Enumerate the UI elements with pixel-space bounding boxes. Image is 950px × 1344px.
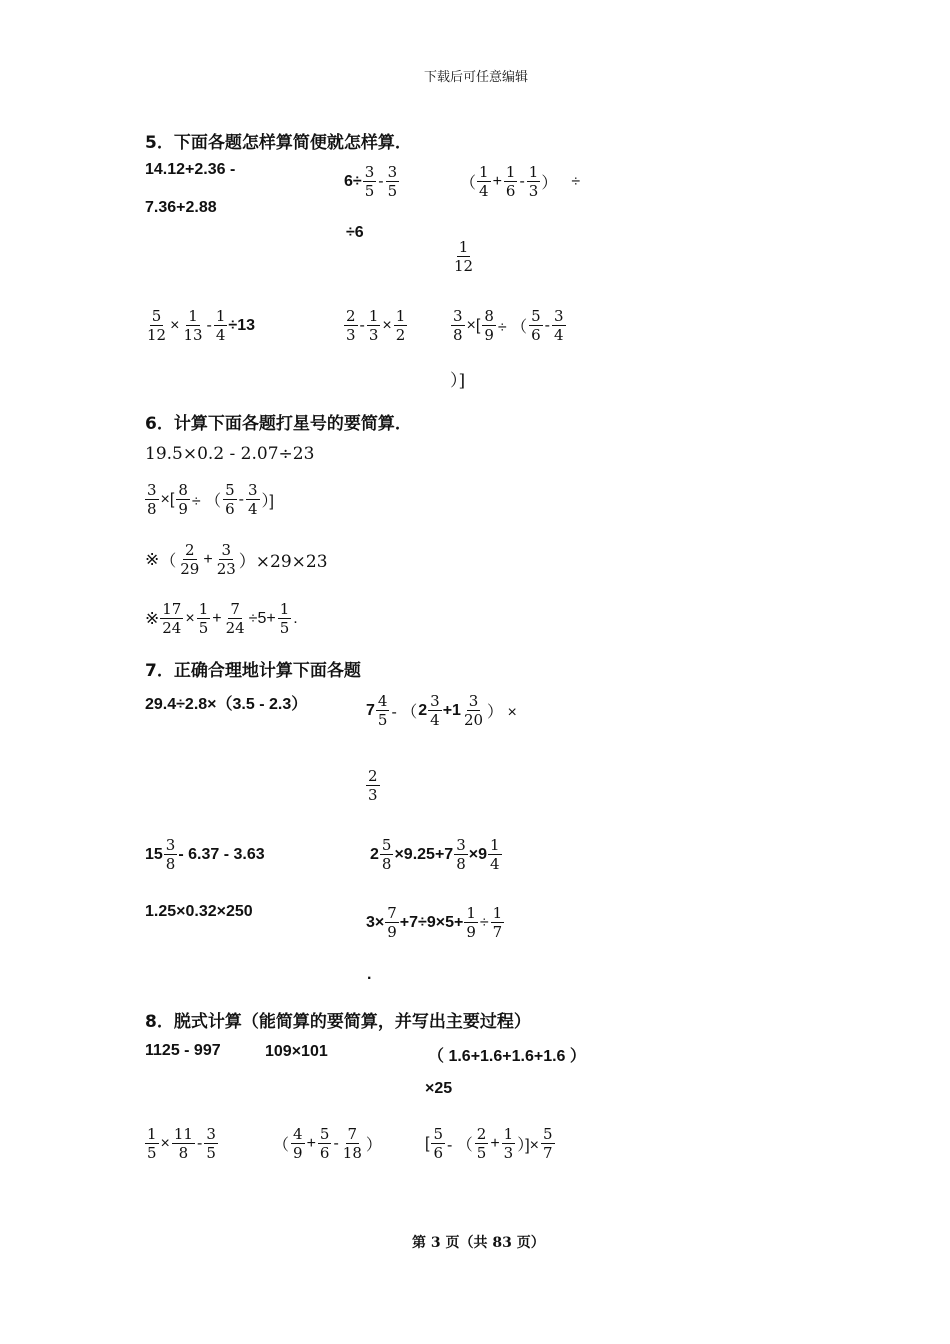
page-header: 下载后可任意编辑: [424, 70, 529, 85]
s8-problem-3: （ 1.6+1.6+1.6+1.6 ）: [428, 1048, 586, 1065]
section-8-title: 8．脱式计算（能简算的要简算，并写出主要过程）: [145, 1012, 531, 1032]
s8-problem-3-factor: ×25: [425, 1080, 453, 1097]
s7-problem-3: 15 3 8 - 6.37 - 3.63: [145, 836, 265, 873]
s5-problem-6: $\frac{3}{8}$ ×[ $\frac{8}{9}$ ÷ （ 5 6 - 3 4: [453, 307, 564, 344]
s7-problem-4: 2 $\frac{5}{8}$ ×9.25+7 $\frac{3}{8}$ ×9 1 4: [370, 836, 500, 873]
s6-problem-1: 19.5×0.2 - 2.07÷23: [145, 444, 315, 464]
section-6-title: 6．计算下面各题打星号的要简算．: [145, 414, 412, 434]
s5-problem-1-line1: 14.12+2.36 -: [145, 161, 236, 178]
s7-problem-2: 7 4 5 - （ 2 3 4 +1 3 20 ） ×: [366, 692, 517, 729]
s7-problem-3-tail: - 6.37 - 3.63: [178, 845, 265, 863]
paren-close: ）: [541, 175, 558, 192]
section-7-title: 7．正确合理地计算下面各题: [145, 661, 361, 681]
s8-problem-1: 1125 - 997: [145, 1042, 221, 1059]
s8-problem-4: $\frac{1}{5}$ × $\frac{11}{8}$ - 3 5: [147, 1125, 216, 1162]
s8-problem-5: （ 4 9 + $\frac{5}{6}$ - 7 18 ）: [273, 1125, 382, 1162]
s6-problem-3-tail: ）×29×23: [238, 552, 328, 572]
s6-problem-3: ※ （ 2 29 + $\frac{3}{23}$ ）×29×23: [145, 541, 328, 578]
star-mark: ※: [145, 608, 160, 629]
s5-problem-5: 2 3 - $\frac{1}{3}$ × $\frac{1}{2}$: [346, 307, 406, 344]
s8-problem-2: 109×101: [265, 1043, 328, 1060]
s5-problem-1-line2: 7.36+2.88: [145, 199, 217, 216]
s5-problem-4-tail: ÷13: [228, 316, 255, 334]
s7-problem-6: 3× $\frac{7}{9}$ +7÷9×5+ $\frac{1}{9}$ ÷ $\frac{1}{7}$: [366, 904, 503, 941]
s6-problem-2: $\frac{3}{8}$ ×[ $\frac{8}{9}$ ÷ （ 5 6 - 3 4 ）]: [147, 481, 274, 518]
paren-open: （: [460, 175, 477, 192]
star-mark: ※: [145, 549, 160, 570]
s8-problem-6: [ 5 6 - （ 2 5 + $\frac{1}{3}$ ）]× $\frac{5}{7}$: [425, 1125, 553, 1162]
page-footer: 第 3 页（共 83 页）: [412, 1235, 545, 1251]
divide-sign: ÷: [571, 172, 581, 190]
s5-problem-3-divisor: $\frac{1}{12}$: [454, 238, 474, 275]
s5-problem-3: （ 1 4 + $\frac{1}{6}$ - 1 3 ） ÷: [460, 163, 581, 200]
s5-problem-4: $\frac{5}{12}$ × $\frac{1}{13}$ - $\frac{1}{4}$ ÷13: [147, 307, 255, 344]
s7-dot: .: [367, 966, 372, 983]
s7-problem-1: 29.4÷2.8×（3.5 - 2.3）: [145, 696, 308, 713]
s7-problem-5: 1.25×0.32×250: [145, 903, 253, 920]
s5-problem-6-tail: ）]: [450, 371, 466, 391]
s6-problem-4: ※ $\frac{17}{24}$ × $\frac{1}{5}$ + $\frac{7}{24}$ ÷5+ $\frac{1}{5}$ .: [145, 600, 298, 637]
s5-problem-2-tail: ÷6: [346, 224, 364, 241]
s5-problem-2: 6÷ $\frac{3}{5}$ - 3 5: [344, 163, 398, 200]
s7-problem-2-factor: $\frac{2}{3}$: [368, 767, 378, 804]
section-5-title: 5．下面各题怎样算简便就怎样算．: [145, 133, 412, 153]
